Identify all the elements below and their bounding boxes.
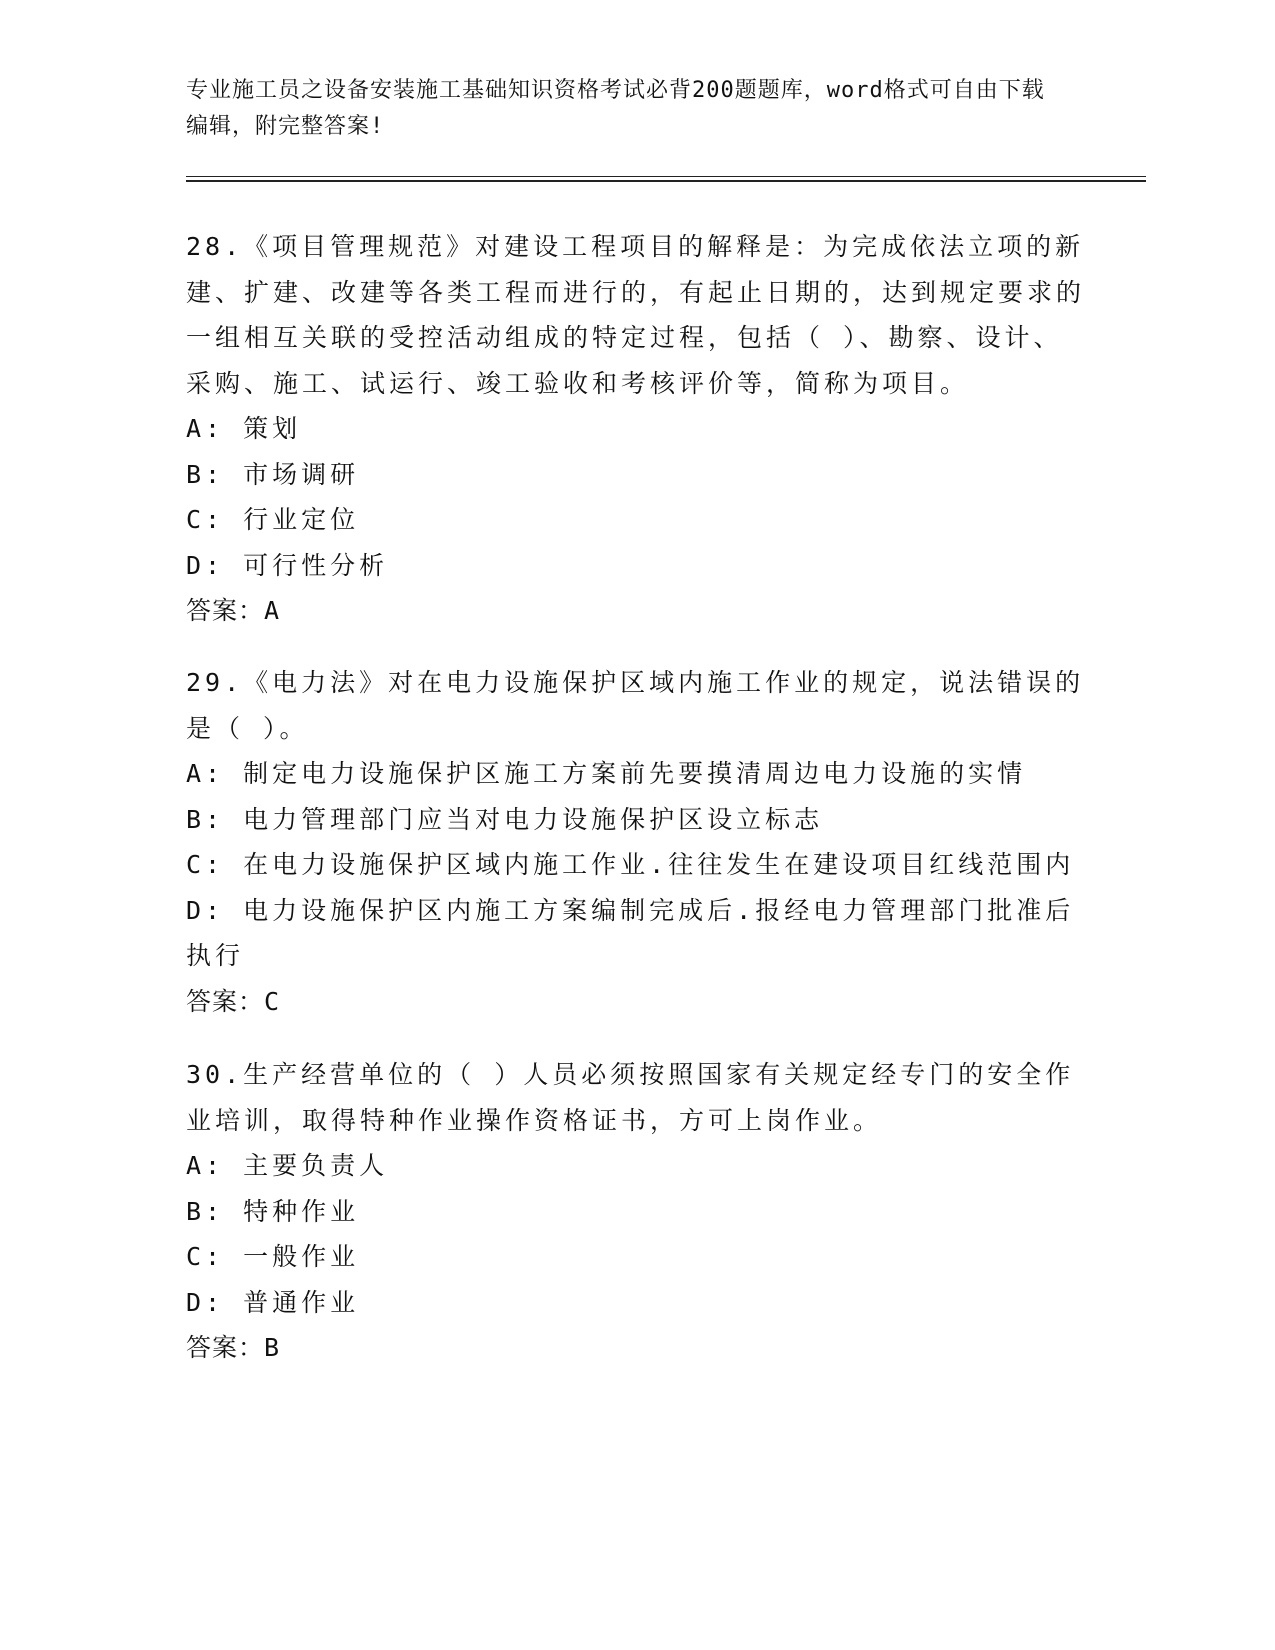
option-d: D: 电力设施保护区内施工方案编制完成后.报经电力管理部门批准后执行 xyxy=(186,895,1075,970)
answer-value: C xyxy=(264,986,281,1016)
answer-line xyxy=(186,588,1086,634)
option-c: C: 在电力设施保护区域内施工作业.往往发生在建设项目红线范围内 xyxy=(186,850,1075,879)
question-28 xyxy=(186,224,1086,634)
document-header xyxy=(186,73,1066,145)
question-stem: 30.生产经营单位的（ ）人员必须按照国家有关规定经专门的安全作业培训，取得特种作业操作资格证书，方可上岗作业。 xyxy=(186,1060,1075,1135)
header-divider xyxy=(186,176,1146,177)
question-stem: 29.《电力法》对在电力设施保护区域内施工作业的规定，说法错误的是（ ）。 xyxy=(186,668,1085,743)
option-b: B: 特种作业 xyxy=(186,1196,360,1226)
question-stem: 28.《项目管理规范》对建设工程项目的解释是：为完成依法立项的新建、扩建、改建等各类工程而进行的，有起止日期的，达到规定要求的一组相互关联的受控活动组成的特定过程，包括（ ）、勘察、设计、采购、施工、试运行、竣工验收和考核评价等，简称为项目。 xyxy=(186,232,1086,398)
option-a: A: 策划 xyxy=(186,414,302,443)
option-a: A: 主要负责人 xyxy=(186,1151,389,1180)
answer-label: 答案： xyxy=(186,986,265,1016)
answer-line xyxy=(186,979,1086,1025)
answer-value: B xyxy=(264,1333,281,1362)
answer-label: 答案： xyxy=(186,1333,265,1362)
option-d: D: 可行性分析 xyxy=(186,550,389,580)
option-c: C: 行业定位 xyxy=(186,505,360,534)
option-a: A: 制定电力设施保护区施工方案前先要摸清周边电力设施的实情 xyxy=(186,759,1027,788)
option-b: B: 电力管理部门应当对电力设施保护区设立标志 xyxy=(186,804,824,834)
option-d: D: 普通作业 xyxy=(186,1287,360,1317)
question-29 xyxy=(186,660,1086,1024)
option-c: C: 一般作业 xyxy=(186,1242,360,1271)
answer-value: A xyxy=(264,596,281,625)
option-b: B: 市场调研 xyxy=(186,459,360,489)
answer-line xyxy=(186,1325,1086,1371)
question-30 xyxy=(186,1052,1086,1371)
document-title: 专业施工员之设备安装施工基础知识资格考试必背200题题库，word格式可自由下载编辑，附完整答案! xyxy=(186,78,1045,139)
answer-label: 答案： xyxy=(186,596,265,625)
